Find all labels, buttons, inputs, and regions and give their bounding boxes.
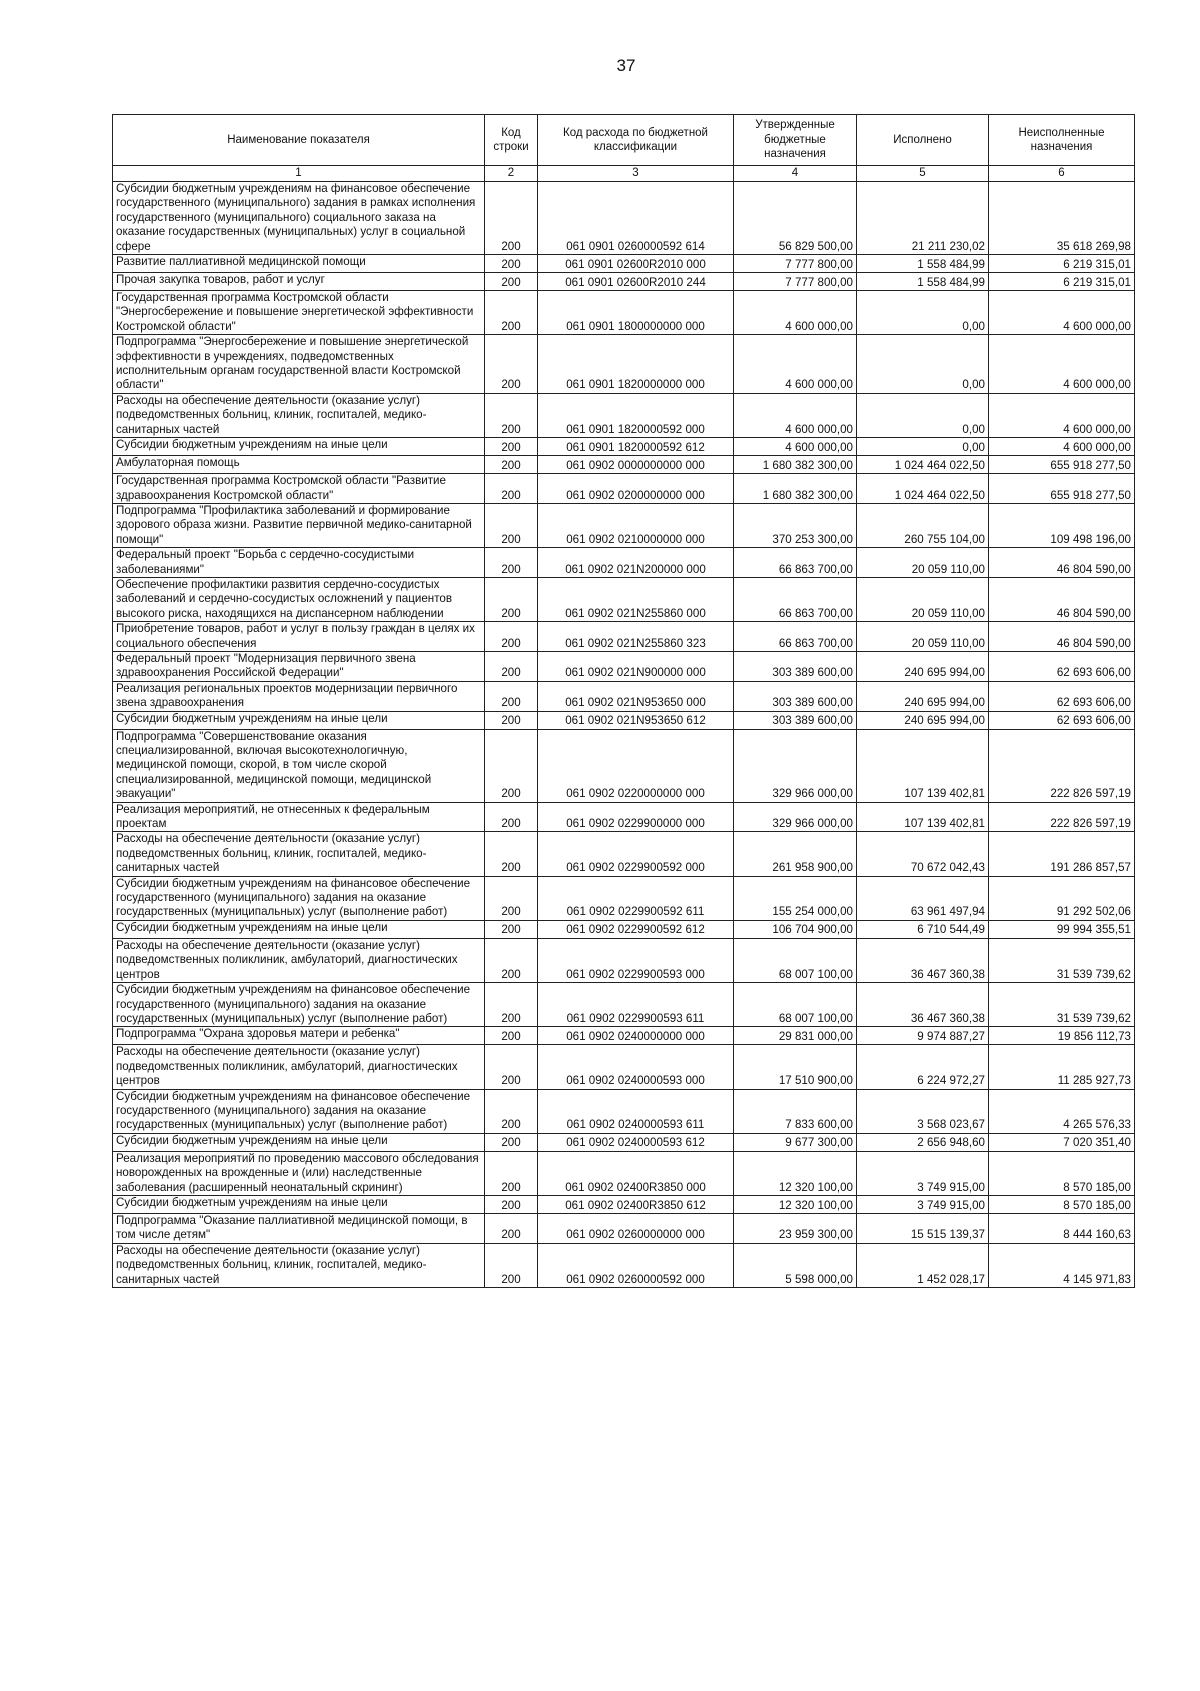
table-row [113,681,1135,711]
row-line-code: 200 [485,1133,538,1151]
row-executed-amount: 3 749 915,00 [857,1195,989,1213]
table-row [113,255,1135,273]
row-approved-amount: 303 389 600,00 [734,711,857,729]
row-name: Субсидии бюджетным учреждениям на иные цели [113,920,485,938]
row-executed-amount: 107 139 402,81 [857,729,989,802]
row-classification-code: 061 0902 0229900593 000 [538,938,734,982]
row-approved-amount: 303 389 600,00 [734,651,857,681]
row-name: Реализация мероприятий по проведению массового обследования новорожденных на врожденные и (или) наследственные заболевания (расширенный неонатальный скрининг) [113,1151,485,1195]
row-line-code: 200 [485,1243,538,1287]
row-line-code: 200 [485,920,538,938]
row-line-code: 200 [485,503,538,547]
table-row [113,1213,1135,1243]
row-line-code: 200 [485,273,538,291]
table-row [113,335,1135,394]
row-approved-amount: 7 777 800,00 [734,255,857,273]
row-classification-code: 061 0902 0200000000 000 [538,474,734,504]
table-row [113,182,1135,255]
row-executed-amount: 1 558 484,99 [857,255,989,273]
row-executed-amount: 107 139 402,81 [857,802,989,832]
row-unexecuted-amount: 31 539 739,62 [989,938,1135,982]
row-line-code: 200 [485,938,538,982]
row-executed-amount: 2 656 948,60 [857,1133,989,1151]
row-name: Расходы на обеспечение деятельности (оказание услуг) подведомственных больниц, клиник, госпиталей, медико-санитарных частей [113,393,485,437]
row-name: Федеральный проект "Модернизация первичного звена здравоохранения Российской Федерации" [113,651,485,681]
row-name: Федеральный проект "Борьба с сердечно-сосудистыми заболеваниями" [113,548,485,578]
row-approved-amount: 4 600 000,00 [734,291,857,335]
column-numbers-row [113,166,1135,182]
row-executed-amount: 15 515 139,37 [857,1213,989,1243]
row-line-code: 200 [485,438,538,456]
row-unexecuted-amount: 46 804 590,00 [989,577,1135,621]
row-line-code: 200 [485,802,538,832]
table-row [113,456,1135,474]
table-row [113,651,1135,681]
row-unexecuted-amount: 109 498 196,00 [989,503,1135,547]
row-approved-amount: 4 600 000,00 [734,438,857,456]
row-name: Субсидии бюджетным учреждениям на иные цели [113,1195,485,1213]
row-executed-amount: 9 974 887,27 [857,1027,989,1045]
table-row [113,1151,1135,1195]
row-approved-amount: 23 959 300,00 [734,1213,857,1243]
row-name: Подпрограмма "Совершенствование оказания специализированной, включая высокотехнологичную, медицинской помощи, скорой, в том числе скорой специализированной, медицинской помощи, медицинской эвакуации" [113,729,485,802]
table-row [113,474,1135,504]
row-executed-amount: 1 024 464 022,50 [857,474,989,504]
row-executed-amount: 260 755 104,00 [857,503,989,547]
row-classification-code: 061 0902 0229900592 612 [538,920,734,938]
row-unexecuted-amount: 8 570 185,00 [989,1151,1135,1195]
row-classification-code: 061 0901 1800000000 000 [538,291,734,335]
table-body [113,182,1135,1288]
row-approved-amount: 12 320 100,00 [734,1151,857,1195]
row-name: Субсидии бюджетным учреждениям на финансовое обеспечение государственного (муниципального) задания на оказание государственных (муниципальных) услуг (выполнение работ) [113,876,485,920]
row-line-code: 200 [485,291,538,335]
table-row [113,711,1135,729]
table-row [113,438,1135,456]
row-approved-amount: 370 253 300,00 [734,503,857,547]
column-number: 2 [485,166,538,182]
column-number: 6 [989,166,1135,182]
row-classification-code: 061 0901 0260000592 614 [538,182,734,255]
row-name: Субсидии бюджетным учреждениям на финансовое обеспечение государственного (муниципального) задания в рамках исполнения государственного (муниципального) социального заказа на оказание государственных (муниципальных) услуг в социальной сфере [113,182,485,255]
table-row [113,983,1135,1027]
row-unexecuted-amount: 4 600 000,00 [989,438,1135,456]
row-name: Субсидии бюджетным учреждениям на иные цели [113,438,485,456]
table-row [113,832,1135,876]
row-classification-code: 061 0902 0240000593 612 [538,1133,734,1151]
row-executed-amount: 20 059 110,00 [857,622,989,652]
row-classification-code: 061 0901 1820000592 000 [538,393,734,437]
row-executed-amount: 0,00 [857,335,989,394]
row-name: Обеспечение профилактики развития сердечно-сосудистых заболеваний и сердечно-сосудистых осложнений у пациентов высокого риска, находящихся на диспансерном наблюдении [113,577,485,621]
row-approved-amount: 68 007 100,00 [734,938,857,982]
row-classification-code: 061 0902 021N200000 000 [538,548,734,578]
row-unexecuted-amount: 62 693 606,00 [989,711,1135,729]
row-unexecuted-amount: 7 020 351,40 [989,1133,1135,1151]
row-unexecuted-amount: 62 693 606,00 [989,651,1135,681]
header-unexecuted: Неисполненные назначения [989,115,1135,166]
row-line-code: 200 [485,983,538,1027]
row-line-code: 200 [485,1195,538,1213]
row-line-code: 200 [485,651,538,681]
table-row [113,291,1135,335]
row-name: Расходы на обеспечение деятельности (оказание услуг) подведомственных больниц, клиник, госпиталей, медико-санитарных частей [113,1243,485,1287]
row-line-code: 200 [485,548,538,578]
table-row [113,1195,1135,1213]
row-executed-amount: 0,00 [857,438,989,456]
row-unexecuted-amount: 4 265 576,33 [989,1089,1135,1133]
row-name: Подпрограмма "Профилактика заболеваний и формирование здорового образа жизни. Развитие первичной медико-санитарной помощи" [113,503,485,547]
row-executed-amount: 6 710 544,49 [857,920,989,938]
row-line-code: 200 [485,577,538,621]
row-classification-code: 061 0902 021N900000 000 [538,651,734,681]
row-name: Субсидии бюджетным учреждениям на финансовое обеспечение государственного (муниципального) задания на оказание государственных (муниципальных) услуг (выполнение работ) [113,1089,485,1133]
row-unexecuted-amount: 4 600 000,00 [989,335,1135,394]
row-unexecuted-amount: 62 693 606,00 [989,681,1135,711]
table-row [113,1243,1135,1287]
row-unexecuted-amount: 4 600 000,00 [989,393,1135,437]
row-approved-amount: 9 677 300,00 [734,1133,857,1151]
row-name: Подпрограмма "Оказание паллиативной медицинской помощи, в том числе детям" [113,1213,485,1243]
row-classification-code: 061 0901 1820000592 612 [538,438,734,456]
row-unexecuted-amount: 222 826 597,19 [989,802,1135,832]
row-approved-amount: 12 320 100,00 [734,1195,857,1213]
row-approved-amount: 29 831 000,00 [734,1027,857,1045]
row-classification-code: 061 0902 0229900000 000 [538,802,734,832]
header-name: Наименование показателя [113,115,485,166]
table-row [113,1133,1135,1151]
row-name: Государственная программа Костромской области "Развитие здравоохранения Костромской области" [113,474,485,504]
row-approved-amount: 66 863 700,00 [734,548,857,578]
row-name: Расходы на обеспечение деятельности (оказание услуг) подведомственных больниц, клиник, госпиталей, медико-санитарных частей [113,832,485,876]
row-executed-amount: 0,00 [857,291,989,335]
table-row [113,876,1135,920]
row-executed-amount: 1 024 464 022,50 [857,456,989,474]
table-row [113,577,1135,621]
table-row [113,938,1135,982]
table-row [113,920,1135,938]
table-row [113,1089,1135,1133]
row-line-code: 200 [485,255,538,273]
row-line-code: 200 [485,1027,538,1045]
row-executed-amount: 21 211 230,02 [857,182,989,255]
row-executed-amount: 3 568 023,67 [857,1089,989,1133]
header-classification: Код расхода по бюджетной классификации [538,115,734,166]
row-unexecuted-amount: 655 918 277,50 [989,474,1135,504]
row-unexecuted-amount: 8 570 185,00 [989,1195,1135,1213]
row-approved-amount: 1 680 382 300,00 [734,474,857,504]
budget-execution-table [112,114,1135,1288]
row-line-code: 200 [485,711,538,729]
header-code: Код строки [485,115,538,166]
table-row [113,802,1135,832]
row-approved-amount: 56 829 500,00 [734,182,857,255]
row-line-code: 200 [485,1151,538,1195]
row-approved-amount: 5 598 000,00 [734,1243,857,1287]
row-unexecuted-amount: 35 618 269,98 [989,182,1135,255]
table-row [113,729,1135,802]
row-executed-amount: 3 749 915,00 [857,1151,989,1195]
row-unexecuted-amount: 31 539 739,62 [989,983,1135,1027]
row-classification-code: 061 0901 02600R2010 000 [538,255,734,273]
row-line-code: 200 [485,393,538,437]
table-row [113,1027,1135,1045]
row-unexecuted-amount: 191 286 857,57 [989,832,1135,876]
row-executed-amount: 70 672 042,43 [857,832,989,876]
row-classification-code: 061 0902 0240000593 611 [538,1089,734,1133]
row-executed-amount: 20 059 110,00 [857,548,989,578]
row-line-code: 200 [485,729,538,802]
row-line-code: 200 [485,832,538,876]
row-name: Амбулаторная помощь [113,456,485,474]
row-classification-code: 061 0902 0260000592 000 [538,1243,734,1287]
row-classification-code: 061 0902 021N953650 000 [538,681,734,711]
row-classification-code: 061 0902 0229900592 000 [538,832,734,876]
row-unexecuted-amount: 46 804 590,00 [989,622,1135,652]
header-approved: Утвержденные бюджетные назначения [734,115,857,166]
row-line-code: 200 [485,474,538,504]
row-unexecuted-amount: 91 292 502,06 [989,876,1135,920]
row-classification-code: 061 0902 0229900592 611 [538,876,734,920]
row-executed-amount: 240 695 994,00 [857,711,989,729]
row-unexecuted-amount: 222 826 597,19 [989,729,1135,802]
row-executed-amount: 240 695 994,00 [857,681,989,711]
row-approved-amount: 329 966 000,00 [734,729,857,802]
row-approved-amount: 7 833 600,00 [734,1089,857,1133]
row-classification-code: 061 0902 021N953650 612 [538,711,734,729]
row-unexecuted-amount: 8 444 160,63 [989,1213,1135,1243]
row-classification-code: 061 0902 0000000000 000 [538,456,734,474]
row-approved-amount: 1 680 382 300,00 [734,456,857,474]
row-line-code: 200 [485,1045,538,1089]
row-classification-code: 061 0902 021N255860 323 [538,622,734,652]
row-unexecuted-amount: 6 219 315,01 [989,273,1135,291]
column-number: 4 [734,166,857,182]
row-approved-amount: 68 007 100,00 [734,983,857,1027]
row-unexecuted-amount: 6 219 315,01 [989,255,1135,273]
row-name: Прочая закупка товаров, работ и услуг [113,273,485,291]
row-line-code: 200 [485,681,538,711]
column-number: 1 [113,166,485,182]
row-name: Субсидии бюджетным учреждениям на иные цели [113,1133,485,1151]
row-line-code: 200 [485,622,538,652]
row-executed-amount: 20 059 110,00 [857,577,989,621]
row-unexecuted-amount: 99 994 355,51 [989,920,1135,938]
row-executed-amount: 1 452 028,17 [857,1243,989,1287]
row-executed-amount: 0,00 [857,393,989,437]
row-classification-code: 061 0902 0240000000 000 [538,1027,734,1045]
row-approved-amount: 66 863 700,00 [734,577,857,621]
row-unexecuted-amount: 4 600 000,00 [989,291,1135,335]
row-classification-code: 061 0901 1820000000 000 [538,335,734,394]
header-executed: Исполнено [857,115,989,166]
row-line-code: 200 [485,335,538,394]
row-line-code: 200 [485,456,538,474]
row-name: Расходы на обеспечение деятельности (оказание услуг) подведомственных поликлиник, амбулаторий, диагностических центров [113,1045,485,1089]
table-row [113,273,1135,291]
row-classification-code: 061 0902 0220000000 000 [538,729,734,802]
row-classification-code: 061 0902 0260000000 000 [538,1213,734,1243]
row-executed-amount: 36 467 360,38 [857,983,989,1027]
column-number: 3 [538,166,734,182]
row-name: Субсидии бюджетным учреждениям на финансовое обеспечение государственного (муниципального) задания на оказание государственных (муниципальных) услуг (выполнение работ) [113,983,485,1027]
row-classification-code: 061 0902 0210000000 000 [538,503,734,547]
row-approved-amount: 7 777 800,00 [734,273,857,291]
column-number: 5 [857,166,989,182]
row-name: Подпрограмма "Энергосбережение и повышение энергетической эффективности в учреждениях, подведомственных исполнительным органам государственной власти Костромской области" [113,335,485,394]
row-unexecuted-amount: 19 856 112,73 [989,1027,1135,1045]
row-line-code: 200 [485,876,538,920]
row-executed-amount: 36 467 360,38 [857,938,989,982]
row-line-code: 200 [485,1089,538,1133]
table-row [113,1045,1135,1089]
row-approved-amount: 155 254 000,00 [734,876,857,920]
row-line-code: 200 [485,1213,538,1243]
page-number: 37 [616,56,636,75]
row-approved-amount: 4 600 000,00 [734,335,857,394]
row-classification-code: 061 0901 02600R2010 244 [538,273,734,291]
row-unexecuted-amount: 11 285 927,73 [989,1045,1135,1089]
row-classification-code: 061 0902 02400R3850 612 [538,1195,734,1213]
row-unexecuted-amount: 4 145 971,83 [989,1243,1135,1287]
row-name: Приобретение товаров, работ и услуг в пользу граждан в целях их социального обеспечения [113,622,485,652]
row-classification-code: 061 0902 0240000593 000 [538,1045,734,1089]
row-approved-amount: 4 600 000,00 [734,393,857,437]
table-row [113,503,1135,547]
row-classification-code: 061 0902 0229900593 611 [538,983,734,1027]
row-classification-code: 061 0902 02400R3850 000 [538,1151,734,1195]
row-name: Развитие паллиативной медицинской помощи [113,255,485,273]
row-executed-amount: 6 224 972,27 [857,1045,989,1089]
row-approved-amount: 303 389 600,00 [734,681,857,711]
row-name: Подпрограмма "Охрана здоровья матери и ребенка" [113,1027,485,1045]
row-name: Реализация региональных проектов модернизации первичного звена здравоохранения [113,681,485,711]
row-name: Государственная программа Костромской области "Энергосбережение и повышение энергетической эффективности Костромской области" [113,291,485,335]
table-row [113,622,1135,652]
table-header-row [113,115,1135,166]
row-classification-code: 061 0902 021N255860 000 [538,577,734,621]
row-name: Субсидии бюджетным учреждениям на иные цели [113,711,485,729]
row-executed-amount: 240 695 994,00 [857,651,989,681]
row-approved-amount: 261 958 900,00 [734,832,857,876]
row-approved-amount: 17 510 900,00 [734,1045,857,1089]
row-name: Реализация мероприятий, не отнесенных к федеральным проектам [113,802,485,832]
row-unexecuted-amount: 46 804 590,00 [989,548,1135,578]
table-row [113,548,1135,578]
row-approved-amount: 66 863 700,00 [734,622,857,652]
row-name: Расходы на обеспечение деятельности (оказание услуг) подведомственных поликлиник, амбулаторий, диагностических центров [113,938,485,982]
row-executed-amount: 1 558 484,99 [857,273,989,291]
table-row [113,393,1135,437]
row-unexecuted-amount: 655 918 277,50 [989,456,1135,474]
row-approved-amount: 329 966 000,00 [734,802,857,832]
row-executed-amount: 63 961 497,94 [857,876,989,920]
row-line-code: 200 [485,182,538,255]
row-approved-amount: 106 704 900,00 [734,920,857,938]
